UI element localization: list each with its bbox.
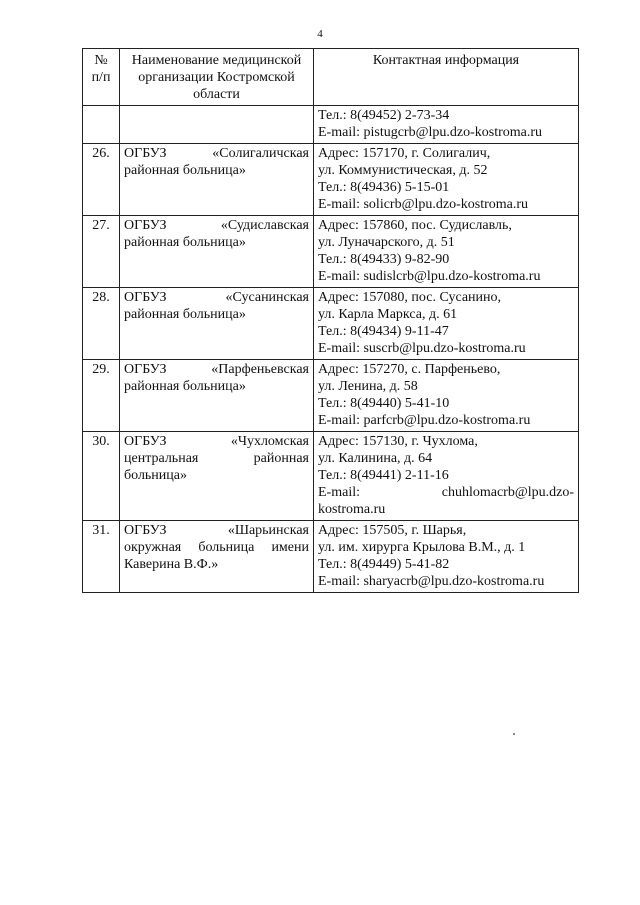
cell-contact xyxy=(314,144,579,216)
contact-phone: Тел.: 8(49436) 5-15-01 xyxy=(318,180,450,195)
cell-contact xyxy=(314,288,579,360)
cell-contact xyxy=(314,106,579,144)
contact-phone: Тел.: 8(49434) 9-11-47 xyxy=(318,324,449,339)
contact-email: E-mail: parfcrb@lpu.dzo-kostroma.ru xyxy=(318,413,531,428)
contact-address: Адрес: 157270, с. Парфеньево, xyxy=(318,362,501,377)
contact-phone: Тел.: 8(49440) 5-41-10 xyxy=(318,396,450,411)
cell-name: ОГБУЗ «Солигаличская районная больница» xyxy=(120,144,314,216)
cell-num: 26. xyxy=(83,144,120,216)
contact-email-label: E-mail: xyxy=(318,485,360,500)
cell-num: 30. xyxy=(83,432,120,521)
cell-name xyxy=(120,106,314,144)
cell-num xyxy=(83,106,120,144)
header-name: Наименование медицинской организации Костромской области xyxy=(120,49,314,106)
contact-address: Адрес: 157170, г. Солигалич, xyxy=(318,146,491,161)
cell-name: ОГБУЗ «Сусанинская районная больница» xyxy=(120,288,314,360)
contact-email xyxy=(318,484,574,501)
cell-num: 29. xyxy=(83,360,120,432)
contact-address: Адрес: 157130, г. Чухлома, xyxy=(318,434,478,449)
cell-num: 31. xyxy=(83,521,120,593)
contact-street: ул. Ленина, д. 58 xyxy=(318,379,418,394)
cell-contact xyxy=(314,521,579,593)
contact-email: E-mail: sudislcrb@lpu.dzo-kostroma.ru xyxy=(318,269,541,284)
cell-contact xyxy=(314,432,579,521)
contact-street: ул. Коммунистическая, д. 52 xyxy=(318,163,488,178)
page-number: 4 xyxy=(317,28,323,40)
contact-email: E-mail: solicrb@lpu.dzo-kostroma.ru xyxy=(318,197,529,212)
header-num: № п/п xyxy=(83,49,120,106)
contact-email: E-mail: suscrb@lpu.dzo-kostroma.ru xyxy=(318,341,526,356)
contact-street: ул. Луначарского, д. 51 xyxy=(318,235,455,250)
contact-street: ул. Калинина, д. 64 xyxy=(318,451,433,466)
cell-num: 28. xyxy=(83,288,120,360)
contact-address: Адрес: 157080, пос. Сусанино, xyxy=(318,290,502,305)
header-contact: Контактная информация xyxy=(314,49,579,106)
cell-contact xyxy=(314,216,579,288)
cell-name: ОГБУЗ «Чухломская центральная районная больница» xyxy=(120,432,314,521)
cell-name: ОГБУЗ «Шарьинская окружная больница имени Каверина В.Ф.» xyxy=(120,521,314,593)
contact-address: Адрес: 157860, пос. Судиславль, xyxy=(318,218,512,233)
contact-email-address: chuhlomacrb@lpu.dzo- xyxy=(441,485,574,500)
contact-street: ул. Карла Маркса, д. 61 xyxy=(318,307,458,322)
table-row-continuation xyxy=(83,106,579,144)
contact-email: E-mail: sharyacrb@lpu.dzo-kostroma.ru xyxy=(318,574,545,589)
contact-phone: Тел.: 8(49441) 2-11-16 xyxy=(318,468,449,483)
table-row xyxy=(83,432,579,521)
cell-name: ОГБУЗ «Судиславская районная больница» xyxy=(120,216,314,288)
medical-organizations-table xyxy=(82,48,579,593)
table-row xyxy=(83,144,579,216)
table-header-row xyxy=(83,49,579,106)
contact-email: E-mail: pistugcrb@lpu.dzo-kostroma.ru xyxy=(318,125,543,140)
table-row xyxy=(83,360,579,432)
contact-phone: Тел.: 8(49433) 9-82-90 xyxy=(318,252,450,267)
contact-phone: Тел.: 8(49449) 5-41-82 xyxy=(318,557,450,572)
scan-speck xyxy=(513,733,515,735)
table-row xyxy=(83,521,579,593)
cell-contact xyxy=(314,360,579,432)
cell-num: 27. xyxy=(83,216,120,288)
contact-email-continuation: kostroma.ru xyxy=(318,502,386,517)
contact-phone: Тел.: 8(49452) 2-73-34 xyxy=(318,108,450,123)
table-row xyxy=(83,216,579,288)
contact-address: Адрес: 157505, г. Шарья, xyxy=(318,523,467,538)
cell-name: ОГБУЗ «Парфеньевская районная больница» xyxy=(120,360,314,432)
table-row xyxy=(83,288,579,360)
contact-street: ул. им. хирурга Крылова В.М., д. 1 xyxy=(318,540,526,555)
